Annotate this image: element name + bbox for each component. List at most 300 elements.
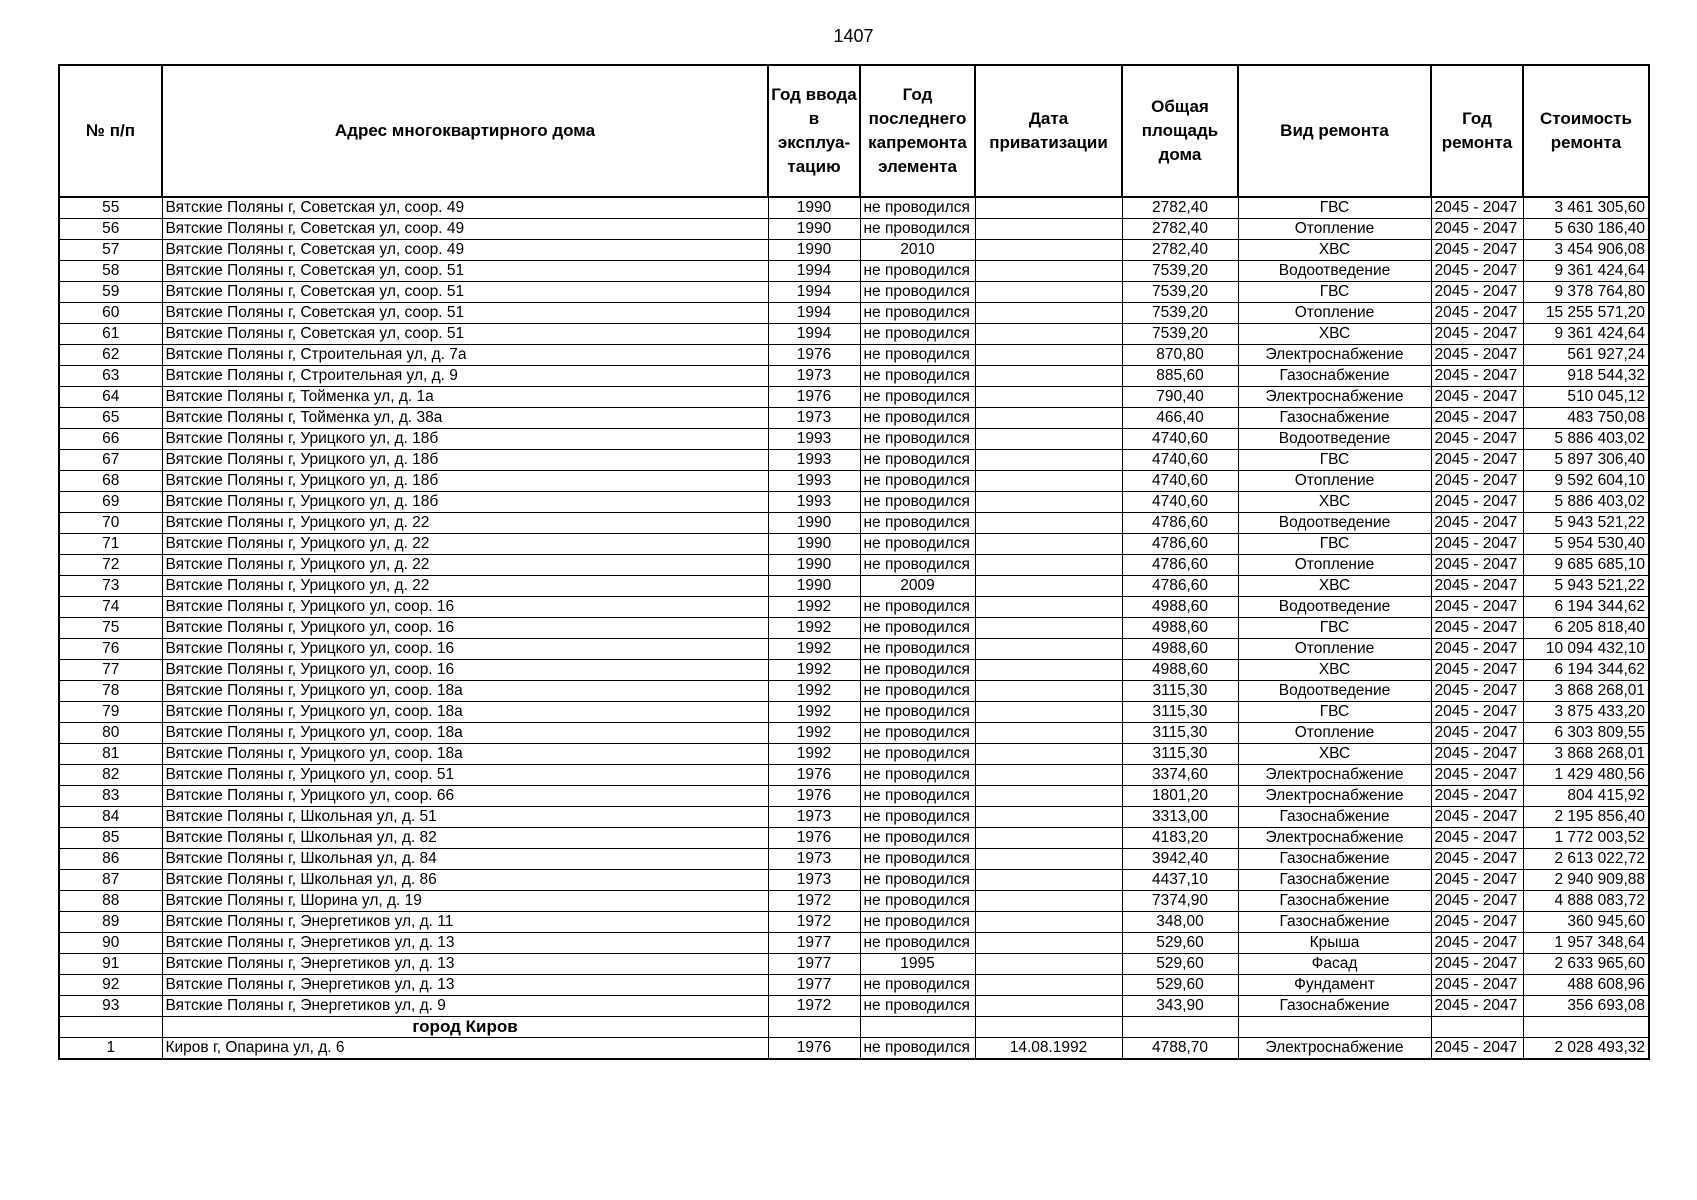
cell-repair-type: Электроснабжение	[1238, 1038, 1431, 1060]
cell-privatization	[975, 807, 1122, 828]
cell-last-repair: не проводился	[860, 471, 975, 492]
cell-repair-type: ГВС	[1238, 450, 1431, 471]
cell-repair-year: 2045 - 2047	[1431, 954, 1523, 975]
cell-privatization	[975, 197, 1122, 219]
cell-privatization	[975, 786, 1122, 807]
cell-privatization	[975, 681, 1122, 702]
cell-cost: 488 608,96	[1523, 975, 1649, 996]
cell-repair-type: ГВС	[1238, 282, 1431, 303]
cell-cost: 6 194 344,62	[1523, 597, 1649, 618]
cell-last-repair: не проводился	[860, 219, 975, 240]
cell-last-repair: не проводился	[860, 996, 975, 1017]
cell-repair-type: Электроснабжение	[1238, 828, 1431, 849]
cell-area: 466,40	[1122, 408, 1238, 429]
cell-cost: 9 378 764,80	[1523, 282, 1649, 303]
cell-privatization	[975, 240, 1122, 261]
cell-address: Вятские Поляны г, Урицкого ул, соор. 18а	[162, 744, 768, 765]
cell-address: Вятские Поляны г, Советская ул, соор. 49	[162, 197, 768, 219]
cell-repair-type: Отопление	[1238, 555, 1431, 576]
cell-repair-year: 2045 - 2047	[1431, 996, 1523, 1017]
cell-area: 7539,20	[1122, 261, 1238, 282]
repair-registry-table	[58, 64, 1650, 1060]
cell-privatization	[975, 450, 1122, 471]
cell-last-repair: не проводился	[860, 618, 975, 639]
cell-num: 70	[59, 513, 162, 534]
cell-address: Вятские Поляны г, Тойменка ул, д. 38а	[162, 408, 768, 429]
table-row	[59, 197, 1649, 219]
cell-repair-year: 2045 - 2047	[1431, 282, 1523, 303]
cell-cost: 510 045,12	[1523, 387, 1649, 408]
cell-cost: 3 868 268,01	[1523, 681, 1649, 702]
table-row	[59, 702, 1649, 723]
header-cost: Стоимость ремонта	[1523, 65, 1649, 197]
cell-repair-year: 2045 - 2047	[1431, 513, 1523, 534]
cell-num: 74	[59, 597, 162, 618]
cell-num: 76	[59, 639, 162, 660]
cell-num: 71	[59, 534, 162, 555]
header-repair-type: Вид ремонта	[1238, 65, 1431, 197]
cell-area: 4740,60	[1122, 450, 1238, 471]
cell-privatization	[975, 912, 1122, 933]
cell-area: 4786,60	[1122, 513, 1238, 534]
cell-year-built: 1990	[768, 576, 860, 597]
cell-year-built: 1990	[768, 513, 860, 534]
cell-repair-type: Газоснабжение	[1238, 408, 1431, 429]
cell-year-built: 1993	[768, 471, 860, 492]
cell-repair-type: Фундамент	[1238, 975, 1431, 996]
cell-area: 4183,20	[1122, 828, 1238, 849]
cell-cost: 2 633 965,60	[1523, 954, 1649, 975]
cell-repair-year: 2045 - 2047	[1431, 681, 1523, 702]
table-row	[59, 282, 1649, 303]
table-row	[59, 933, 1649, 954]
cell-year-built: 1972	[768, 912, 860, 933]
cell-repair-year: 2045 - 2047	[1431, 807, 1523, 828]
cell-year-built: 1977	[768, 954, 860, 975]
cell-area: 529,60	[1122, 933, 1238, 954]
cell-num: 79	[59, 702, 162, 723]
cell-area: 790,40	[1122, 387, 1238, 408]
cell-address: Вятские Поляны г, Школьная ул, д. 82	[162, 828, 768, 849]
cell-address: Вятские Поляны г, Строительная ул, д. 9	[162, 366, 768, 387]
cell-area: 3115,30	[1122, 702, 1238, 723]
cell-repair-year: 2045 - 2047	[1431, 450, 1523, 471]
cell-repair-year: 2045 - 2047	[1431, 534, 1523, 555]
cell-cost: 2 613 022,72	[1523, 849, 1649, 870]
cell-last-repair: не проводился	[860, 744, 975, 765]
cell-area: 2782,40	[1122, 219, 1238, 240]
cell-repair-type: Электроснабжение	[1238, 765, 1431, 786]
cell-cost: 15 255 571,20	[1523, 303, 1649, 324]
cell-privatization	[975, 429, 1122, 450]
cell-year-built: 1973	[768, 408, 860, 429]
cell-repair-type: Водоотведение	[1238, 429, 1431, 450]
cell-year-built: 1976	[768, 1038, 860, 1060]
cell-repair-year: 2045 - 2047	[1431, 933, 1523, 954]
cell-num: 56	[59, 219, 162, 240]
cell-repair-year: 2045 - 2047	[1431, 429, 1523, 450]
cell-last-repair: не проводился	[860, 702, 975, 723]
cell-privatization	[975, 492, 1122, 513]
cell-year-built: 1992	[768, 681, 860, 702]
cell-privatization	[975, 534, 1122, 555]
cell-privatization	[975, 660, 1122, 681]
cell-privatization	[975, 471, 1122, 492]
cell-num: 90	[59, 933, 162, 954]
cell-repair-type: Водоотведение	[1238, 513, 1431, 534]
cell-area: 529,60	[1122, 975, 1238, 996]
cell-address: Вятские Поляны г, Урицкого ул, соор. 18а	[162, 702, 768, 723]
table-row	[59, 849, 1649, 870]
cell-address: Вятские Поляны г, Энергетиков ул, д. 9	[162, 996, 768, 1017]
cell-cost: 3 461 305,60	[1523, 197, 1649, 219]
cell-area: 7539,20	[1122, 282, 1238, 303]
cell-privatization	[975, 408, 1122, 429]
cell-repair-year: 2045 - 2047	[1431, 240, 1523, 261]
cell-num: 81	[59, 744, 162, 765]
cell-num: 59	[59, 282, 162, 303]
cell-last-repair: не проводился	[860, 408, 975, 429]
cell-year-built: 1977	[768, 933, 860, 954]
cell-repair-year: 2045 - 2047	[1431, 324, 1523, 345]
cell-cost: 6 194 344,62	[1523, 660, 1649, 681]
cell-address: Вятские Поляны г, Урицкого ул, д. 22	[162, 576, 768, 597]
cell-last-repair: не проводился	[860, 261, 975, 282]
cell-repair-type: Отопление	[1238, 471, 1431, 492]
cell-cost: 6 303 809,55	[1523, 723, 1649, 744]
cell-num: 67	[59, 450, 162, 471]
cell-repair-type: ХВС	[1238, 492, 1431, 513]
cell-repair-type: ХВС	[1238, 240, 1431, 261]
cell-num: 89	[59, 912, 162, 933]
cell-area: 4786,60	[1122, 534, 1238, 555]
cell-repair-type: Газоснабжение	[1238, 849, 1431, 870]
cell-num: 65	[59, 408, 162, 429]
cell-year-built: 1992	[768, 660, 860, 681]
cell-address: Киров г, Опарина ул, д. 6	[162, 1038, 768, 1060]
cell-num: 78	[59, 681, 162, 702]
cell-privatization	[975, 996, 1122, 1017]
cell-last-repair: не проводился	[860, 891, 975, 912]
cell-num: 87	[59, 870, 162, 891]
cell-num: 58	[59, 261, 162, 282]
cell-cost: 5 954 530,40	[1523, 534, 1649, 555]
cell-area: 4988,60	[1122, 660, 1238, 681]
cell-repair-year: 2045 - 2047	[1431, 197, 1523, 219]
cell-area: 2782,40	[1122, 240, 1238, 261]
header-row	[59, 65, 1649, 197]
cell-repair-type: Газоснабжение	[1238, 366, 1431, 387]
cell-last-repair: не проводился	[860, 303, 975, 324]
cell-repair-type: ХВС	[1238, 660, 1431, 681]
cell-cost: 483 750,08	[1523, 408, 1649, 429]
section-row	[59, 1017, 1649, 1038]
cell-num: 66	[59, 429, 162, 450]
table-row	[59, 786, 1649, 807]
cell-privatization	[975, 744, 1122, 765]
cell-repair-type: Отопление	[1238, 303, 1431, 324]
cell-address: Вятские Поляны г, Энергетиков ул, д. 11	[162, 912, 768, 933]
cell-privatization	[975, 765, 1122, 786]
cell-cost: 1 772 003,52	[1523, 828, 1649, 849]
table-row	[59, 576, 1649, 597]
cell-address: Вятские Поляны г, Школьная ул, д. 84	[162, 849, 768, 870]
cell-last-repair: не проводился	[860, 786, 975, 807]
header-repair-year: Год ремонта	[1431, 65, 1523, 197]
cell-privatization	[975, 555, 1122, 576]
cell-year-built: 1994	[768, 261, 860, 282]
cell-area: 4740,60	[1122, 471, 1238, 492]
cell-cost: 5 886 403,02	[1523, 429, 1649, 450]
cell-privatization: 14.08.1992	[975, 1038, 1122, 1060]
cell-privatization	[975, 975, 1122, 996]
cell-repair-type: Газоснабжение	[1238, 912, 1431, 933]
table-row	[59, 765, 1649, 786]
cell-last-repair: не проводился	[860, 197, 975, 219]
cell-area: 4437,10	[1122, 870, 1238, 891]
table-row	[59, 324, 1649, 345]
cell-num: 91	[59, 954, 162, 975]
cell-address: Вятские Поляны г, Урицкого ул, соор. 16	[162, 597, 768, 618]
table-row	[59, 639, 1649, 660]
table-row	[59, 471, 1649, 492]
cell-cost: 1 429 480,56	[1523, 765, 1649, 786]
header-address: Адрес многоквартирного дома	[162, 65, 768, 197]
cell-year-built: 1992	[768, 639, 860, 660]
cell-privatization	[975, 282, 1122, 303]
cell-address: Вятские Поляны г, Советская ул, соор. 51	[162, 261, 768, 282]
header-privatization: Дата приватизации	[975, 65, 1122, 197]
cell-repair-type: ГВС	[1238, 618, 1431, 639]
cell-area: 3115,30	[1122, 744, 1238, 765]
cell-repair-year: 2045 - 2047	[1431, 492, 1523, 513]
cell-repair-type: Отопление	[1238, 723, 1431, 744]
cell-repair-year: 2045 - 2047	[1431, 702, 1523, 723]
cell-area: 4740,60	[1122, 492, 1238, 513]
cell-last-repair: не проводился	[860, 450, 975, 471]
cell-address: Вятские Поляны г, Урицкого ул, соор. 18а	[162, 723, 768, 744]
cell-area: 4786,60	[1122, 576, 1238, 597]
cell-num: 77	[59, 660, 162, 681]
cell-area: 4786,60	[1122, 555, 1238, 576]
cell-year-built: 1973	[768, 366, 860, 387]
header-year-built: Год ввода в эксплуа-тацию	[768, 65, 860, 197]
cell-area: 1801,20	[1122, 786, 1238, 807]
cell-num: 61	[59, 324, 162, 345]
cell-last-repair: не проводился	[860, 828, 975, 849]
cell-repair-type: ГВС	[1238, 197, 1431, 219]
cell-address: Вятские Поляны г, Урицкого ул, соор. 51	[162, 765, 768, 786]
cell-year-built: 1976	[768, 387, 860, 408]
cell-last-repair: не проводился	[860, 555, 975, 576]
cell-repair-year: 2045 - 2047	[1431, 870, 1523, 891]
section-empty-cell	[768, 1017, 860, 1038]
cell-repair-type: Водоотведение	[1238, 597, 1431, 618]
cell-area: 7374,90	[1122, 891, 1238, 912]
header-area: Общая площадь дома	[1122, 65, 1238, 197]
cell-cost: 804 415,92	[1523, 786, 1649, 807]
cell-num: 1	[59, 1038, 162, 1060]
cell-year-built: 1990	[768, 197, 860, 219]
cell-num: 57	[59, 240, 162, 261]
section-empty-cell	[975, 1017, 1122, 1038]
cell-last-repair: не проводился	[860, 681, 975, 702]
cell-area: 7539,20	[1122, 324, 1238, 345]
cell-year-built: 1990	[768, 219, 860, 240]
cell-last-repair: не проводился	[860, 387, 975, 408]
cell-address: Вятские Поляны г, Урицкого ул, д. 22	[162, 555, 768, 576]
cell-address: Вятские Поляны г, Урицкого ул, д. 18б	[162, 471, 768, 492]
cell-last-repair: не проводился	[860, 513, 975, 534]
cell-address: Вятские Поляны г, Тойменка ул, д. 1а	[162, 387, 768, 408]
cell-num: 86	[59, 849, 162, 870]
cell-repair-type: Водоотведение	[1238, 261, 1431, 282]
cell-address: Вятские Поляны г, Шорина ул, д. 19	[162, 891, 768, 912]
cell-year-built: 1973	[768, 807, 860, 828]
cell-address: Вятские Поляны г, Советская ул, соор. 51	[162, 303, 768, 324]
cell-year-built: 1976	[768, 765, 860, 786]
cell-repair-type: Электроснабжение	[1238, 387, 1431, 408]
cell-privatization	[975, 324, 1122, 345]
cell-area: 7539,20	[1122, 303, 1238, 324]
cell-cost: 2 940 909,88	[1523, 870, 1649, 891]
table-row	[59, 408, 1649, 429]
cell-address: Вятские Поляны г, Урицкого ул, д. 18б	[162, 492, 768, 513]
cell-area: 4988,60	[1122, 618, 1238, 639]
cell-year-built: 1993	[768, 450, 860, 471]
cell-address: Вятские Поляны г, Урицкого ул, д. 18б	[162, 450, 768, 471]
cell-last-repair: не проводился	[860, 366, 975, 387]
cell-num: 60	[59, 303, 162, 324]
cell-area: 3115,30	[1122, 681, 1238, 702]
table-row	[59, 429, 1649, 450]
cell-privatization	[975, 366, 1122, 387]
cell-cost: 5 897 306,40	[1523, 450, 1649, 471]
cell-last-repair: не проводился	[860, 324, 975, 345]
cell-privatization	[975, 639, 1122, 660]
cell-privatization	[975, 870, 1122, 891]
cell-address: Вятские Поляны г, Энергетиков ул, д. 13	[162, 933, 768, 954]
cell-year-built: 1992	[768, 597, 860, 618]
cell-address: Вятские Поляны г, Урицкого ул, соор. 18а	[162, 681, 768, 702]
cell-repair-year: 2045 - 2047	[1431, 471, 1523, 492]
cell-last-repair: не проводился	[860, 345, 975, 366]
cell-area: 3115,30	[1122, 723, 1238, 744]
cell-repair-type: Газоснабжение	[1238, 891, 1431, 912]
cell-cost: 9 361 424,64	[1523, 261, 1649, 282]
cell-num: 68	[59, 471, 162, 492]
cell-last-repair: не проводился	[860, 492, 975, 513]
cell-cost: 9 592 604,10	[1523, 471, 1649, 492]
cell-privatization	[975, 597, 1122, 618]
table-body	[59, 197, 1649, 1059]
cell-address: Вятские Поляны г, Урицкого ул, д. 22	[162, 513, 768, 534]
cell-repair-year: 2045 - 2047	[1431, 1038, 1523, 1060]
cell-repair-type: ГВС	[1238, 534, 1431, 555]
table-row	[59, 870, 1649, 891]
cell-repair-year: 2045 - 2047	[1431, 408, 1523, 429]
cell-area: 4988,60	[1122, 639, 1238, 660]
cell-last-repair: не проводился	[860, 639, 975, 660]
table-row	[59, 555, 1649, 576]
cell-repair-type: Газоснабжение	[1238, 870, 1431, 891]
table-row	[59, 807, 1649, 828]
cell-address: Вятские Поляны г, Строительная ул, д. 7а	[162, 345, 768, 366]
cell-address: Вятские Поляны г, Советская ул, соор. 51	[162, 282, 768, 303]
table-row	[59, 660, 1649, 681]
cell-last-repair: не проводился	[860, 282, 975, 303]
cell-last-repair: не проводился	[860, 534, 975, 555]
header-num: № п/п	[59, 65, 162, 197]
cell-repair-year: 2045 - 2047	[1431, 891, 1523, 912]
cell-repair-year: 2045 - 2047	[1431, 912, 1523, 933]
cell-year-built: 1992	[768, 702, 860, 723]
cell-cost: 1 957 348,64	[1523, 933, 1649, 954]
table-row	[59, 261, 1649, 282]
cell-repair-type: Электроснабжение	[1238, 786, 1431, 807]
section-empty-cell	[860, 1017, 975, 1038]
table-row	[59, 723, 1649, 744]
cell-repair-type: Фасад	[1238, 954, 1431, 975]
cell-num: 93	[59, 996, 162, 1017]
cell-last-repair: не проводился	[860, 1038, 975, 1060]
cell-area: 2782,40	[1122, 197, 1238, 219]
table-row	[59, 303, 1649, 324]
cell-cost: 356 693,08	[1523, 996, 1649, 1017]
cell-address: Вятские Поляны г, Энергетиков ул, д. 13	[162, 975, 768, 996]
cell-address: Вятские Поляны г, Урицкого ул, соор. 16	[162, 639, 768, 660]
table-row	[59, 954, 1649, 975]
cell-repair-year: 2045 - 2047	[1431, 345, 1523, 366]
table-row	[59, 219, 1649, 240]
cell-last-repair: не проводился	[860, 660, 975, 681]
cell-repair-year: 2045 - 2047	[1431, 639, 1523, 660]
cell-repair-type: Крыша	[1238, 933, 1431, 954]
cell-year-built: 1990	[768, 240, 860, 261]
cell-cost: 3 868 268,01	[1523, 744, 1649, 765]
cell-cost: 3 454 906,08	[1523, 240, 1649, 261]
cell-last-repair: 2009	[860, 576, 975, 597]
cell-area: 4788,70	[1122, 1038, 1238, 1060]
cell-privatization	[975, 345, 1122, 366]
cell-repair-type: Водоотведение	[1238, 681, 1431, 702]
cell-repair-year: 2045 - 2047	[1431, 219, 1523, 240]
cell-repair-year: 2045 - 2047	[1431, 555, 1523, 576]
cell-cost: 2 195 856,40	[1523, 807, 1649, 828]
cell-address: Вятские Поляны г, Урицкого ул, соор. 16	[162, 618, 768, 639]
cell-repair-year: 2045 - 2047	[1431, 660, 1523, 681]
cell-cost: 4 888 083,72	[1523, 891, 1649, 912]
cell-address: Вятские Поляны г, Энергетиков ул, д. 13	[162, 954, 768, 975]
cell-year-built: 1992	[768, 723, 860, 744]
cell-cost: 5 943 521,22	[1523, 576, 1649, 597]
cell-privatization	[975, 303, 1122, 324]
cell-privatization	[975, 261, 1122, 282]
table-row	[59, 240, 1649, 261]
cell-address: Вятские Поляны г, Советская ул, соор. 49	[162, 219, 768, 240]
cell-year-built: 1992	[768, 618, 860, 639]
table-row	[59, 1038, 1649, 1060]
cell-repair-year: 2045 - 2047	[1431, 303, 1523, 324]
cell-cost: 10 094 432,10	[1523, 639, 1649, 660]
cell-address: Вятские Поляны г, Советская ул, соор. 51	[162, 324, 768, 345]
table-row	[59, 912, 1649, 933]
cell-repair-year: 2045 - 2047	[1431, 576, 1523, 597]
cell-privatization	[975, 723, 1122, 744]
cell-num: 88	[59, 891, 162, 912]
cell-repair-type: ХВС	[1238, 324, 1431, 345]
cell-repair-year: 2045 - 2047	[1431, 723, 1523, 744]
